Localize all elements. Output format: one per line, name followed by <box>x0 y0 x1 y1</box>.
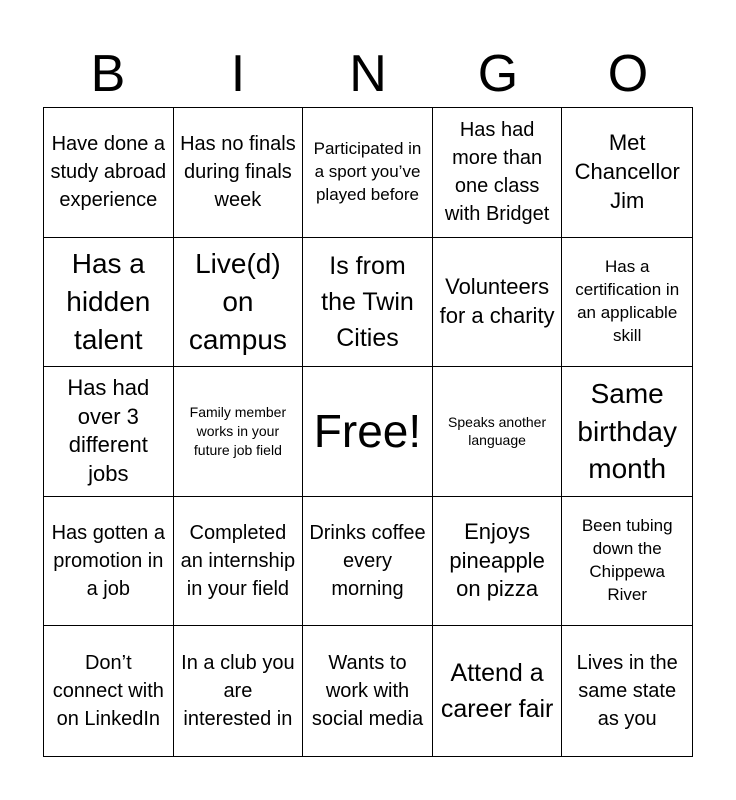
bingo-cell-r3-c2[interactable] <box>303 497 433 627</box>
cell-text: Volunteers for a charity <box>439 274 555 328</box>
cell-text: Has had more than one class with Bridget <box>444 119 550 226</box>
cell-text: In a club you are interested in <box>181 652 295 731</box>
bingo-cell-r0-c3[interactable] <box>433 108 563 238</box>
bingo-header <box>43 40 693 108</box>
bingo-cell-r0-c1[interactable] <box>174 108 304 238</box>
cell-text: Been tubing down the Chippewa River <box>581 516 673 605</box>
bingo-cell-r2-c0[interactable] <box>44 367 174 497</box>
cell-text: Family member works in your future job field <box>189 404 287 458</box>
cell-text: Wants to work with social media <box>311 652 424 731</box>
bingo-cell-r4-c0[interactable] <box>44 626 174 756</box>
bingo-cell-r4-c4[interactable] <box>562 626 692 756</box>
bingo-cell-r1-c1[interactable] <box>174 238 304 368</box>
bingo-cell-r1-c0[interactable] <box>44 238 174 368</box>
bingo-cell-free[interactable] <box>303 367 433 497</box>
header-letter-o: O <box>607 45 649 103</box>
cell-text: Met Chancellor Jim <box>574 130 680 213</box>
cell-text: Has a hidden talent <box>66 248 151 355</box>
bingo-cell-r4-c3[interactable] <box>433 626 563 756</box>
bingo-cell-r0-c4[interactable] <box>562 108 692 238</box>
bingo-cell-r3-c1[interactable] <box>174 497 304 627</box>
cell-text: Attend a career fair <box>440 658 554 724</box>
cell-text: Has no finals during finals week <box>180 133 296 212</box>
bingo-cell-r1-c4[interactable] <box>562 238 692 368</box>
cell-text: Lives in the same state as you <box>576 652 678 731</box>
free-space-text: Free! <box>313 405 422 458</box>
cell-text: Drinks coffee every morning <box>309 522 426 601</box>
bingo-cell-r0-c0[interactable] <box>44 108 174 238</box>
bingo-board <box>43 107 693 757</box>
cell-text: Have done a study abroad experience <box>50 133 167 212</box>
header-letter-b: B <box>90 45 126 103</box>
cell-text: Enjoys pineapple on pizza <box>449 519 545 602</box>
header-letter-n: N <box>349 45 387 103</box>
bingo-cell-r1-c2[interactable] <box>303 238 433 368</box>
cell-text: Is from the Twin Cities <box>321 251 414 353</box>
bingo-cell-r1-c3[interactable] <box>433 238 563 368</box>
cell-text: Completed an internship in your field <box>180 522 296 601</box>
header-letter-i: I <box>230 45 246 103</box>
cell-text: Don’t connect with on LinkedIn <box>52 652 164 731</box>
bingo-cell-r3-c0[interactable] <box>44 497 174 627</box>
cell-text: Has a certification in an applicable skill <box>575 257 680 345</box>
bingo-cell-r2-c4[interactable] <box>562 367 692 497</box>
header-letter-g: G <box>477 45 519 103</box>
cell-text: Speaks another language <box>448 413 547 449</box>
cell-text: Participated in a sport you’ve played before <box>313 138 422 204</box>
bingo-cell-r3-c4[interactable] <box>562 497 692 627</box>
bingo-cell-r4-c2[interactable] <box>303 626 433 756</box>
bingo-cell-r2-c3[interactable] <box>433 367 563 497</box>
cell-text: Live(d) on campus <box>188 248 287 355</box>
cell-text: Has gotten a promotion in a job <box>51 522 165 601</box>
bingo-cell-r2-c1[interactable] <box>174 367 304 497</box>
cell-text: Same birthday month <box>577 377 677 485</box>
cell-text: Has had over 3 different jobs <box>67 375 150 487</box>
bingo-cell-r3-c3[interactable] <box>433 497 563 627</box>
bingo-cell-r0-c2[interactable] <box>303 108 433 238</box>
bingo-cell-r4-c1[interactable] <box>174 626 304 756</box>
